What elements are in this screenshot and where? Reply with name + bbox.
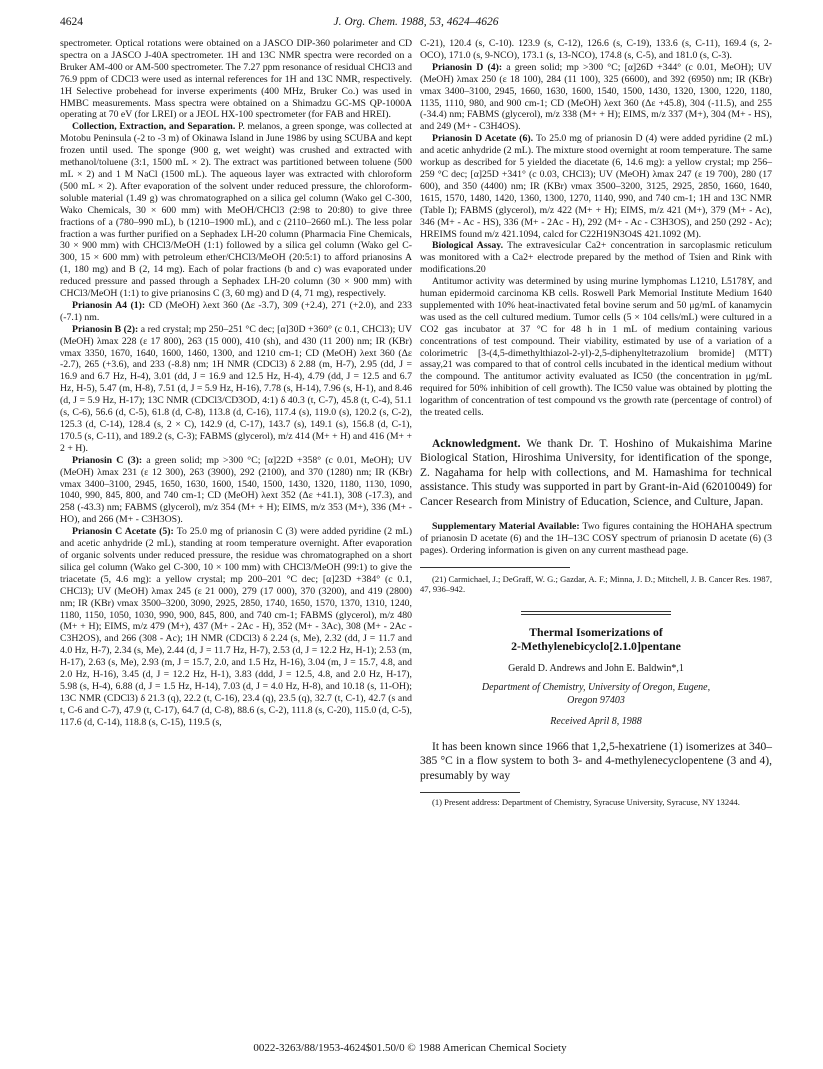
page-header [60,16,772,36]
references-divider [420,567,570,568]
supplementary-heading: Supplementary Material Available: [432,521,580,533]
left_column-paragraph-text: To 25.0 mg of prianosin C (3) were added pyridine (2 mL) and acetic anhydride (2 mL), standing at room temperature overnight. After evaporation of organic solvents under reduced pressure, the residue was chromatographed on a short silica gel column (Wako gel C-300, 10 × 100 mm) with CHCl3/MeOH (99:1) to give the triacetate (5, 4.6 mg): a yellow crystal; mp 200–201 °C dec; [α]23D +384° (c 0.1, CHCl3); UV (MeOH) λmax 245 (ε 21 000), 279 (17 000), 370 (3200), and 419 (2800) nm; IR (KBr) νmax 3500–3200, 3090, 2925, 2850, 1740, 1650, 1570, 1370, 1310, 1240, 1180, 1150, 1050, 1030, 990, 900, 845, 800, and 740 cm-1; FABMS (glycerol), m/z 480 (M+ + H); EIMS, m/z 479 (M+), 437 (M+ - 2Ac - H), 352 (M+ - 3Ac), 308 (M+ - 2Ac - C3H2OS), and 266 (308 - Ac); 1H NMR (CDCl3) δ 2.24 (s, Me), 2.32 (dd, J = 11.7 and 4.0 Hz, H-7), 2.34 (s, Me), 2.44 (d, J = 11.7 Hz, H-7), 2.53 (d, J = 12.2 Hz, H-1); 2.53 (m, H-17), 2.63 (s, Me), 2.93 (m, J = 15.7, 2.0, and 1.5 Hz, H-16), 3.04 (m, J = 15.7, 4.8, and 2.0 Hz, H-16), 3.45 (d, J = 12.2 Hz, H-1), 3.83 (ddd, J = 12.5, 4.8, and 2.0 Hz, H-17), 5.98 (s, H-4), 6.88 (d, J = 1.5 Hz, H-14), 7.03 (d, J = 4.0 Hz, H-8), and 10.18 (s, 11-OH); 13C NMR (CDCl3) δ 21.3 (q), 22.2 (t, C-16), 23.4 (q), 23.5 (q), 32.7 (t, C-1), 42.7 (s and t, C-6 and C-7), 47.9 (t, C-17), 64.7 (d, C-8), 88.6 (s, C-2), 111.8 (s, C-20), 115.0 (d, C-5), 117.6 (d, C-14), 118.8 (s, C-15), 119.5 (s, [60,526,412,728]
footnote-1: (1) Present address: Department of Chemistry, Syracuse University, Syracuse, NY 13244. [432,796,740,807]
right_column_top-paragraph-1 [420,38,772,62]
right_column_top-paragraph-heading: Biological Assay. [432,240,504,252]
left_column-paragraph-3 [60,300,412,324]
left_column-paragraph-2 [60,121,412,300]
journal-citation: J. Org. Chem. 1988, 53, 4624–4626 [333,16,499,28]
left_column-paragraph-text: CD (MeOH) λext 360 (Δε -3.7), 309 (+2.4), 271 (+2.0), and 233 (-7.1) nm. [60,299,412,323]
left_column-paragraph-1 [60,38,412,121]
left_column-paragraph-text: P. melanos, a green sponge, was collected at Motobu Peninsula (-2 to -3 m) of Okinawa Island in June 1986 by using SCUBA and kept frozen until used. The sponge (900 g, wet weight) was crushed and extracted with methanol/toluene (3:1, 1500 mL × 2). The extract was partitioned between toluene (500 mL × 2) and 1 M NaCl (1500 mL). The aqueous layer was extracted with chloroform (500 mL × 2). After evaporation of the solvent under reduced pressure, the chloroform-soluble material (1.49 g) was chromatographed on a silica gel column (Wako gel C-300, Wako Chemicals, 30 × 600 mm) with MeOH/CHCl3 (2:98 to 20:80) to give three fractions of a (780–990 mL), b (1210–1900 mL), and c (2110–2660 mL). The less polar fraction a was further purified on a Sephadex LH-20 column (Pharmacia Fine Chemicals, 30 × 900 mm) with CHCl3/MeOH (1:1) followed by a silica gel column (Wako gel C-300, 15 × 600 mm) with petroleum ether/CHCl3/MeOH (20:5:1) to afford prianosins A (1, 180 mg) and B (2, 14 mg). Each of polar fractions (b and c) was evaporated under reduced pressure and passed through a Sephadex LH-20 column (30 × 900 mm) with CHCl3/MeOH (1:1) to give prianosins C (3, 60 mg) and D (4, 71 mg), respectively. [60,121,412,300]
acknowledgment [420,437,772,509]
article-separator [521,611,671,615]
left_column-paragraph-text: a green solid; mp >300 °C; [α]22D +358° (c 0.01, MeOH); UV (MeOH) λmax 231 (ε 12 300), 263 (3900), 292 (2100), and 370 (1280) nm; IR (KBr) νmax 3400–3100, 2945, 1650, 1630, 1600, 1540, 1500, 1430, 1320, 1180, 1130, 1090, 1040, 990, 845, 800, and 740 cm-1; CD (MeOH) λext 352 (Δε +41.1), 308 (-17.3), and 258 (-43.3) nm; FABMS (glycerol), m/z 354 (M+ + H); EIMS, m/z 353 (M+), 336 (M+ - HO), and 266 (M+ - C3H3OS). [60,454,412,526]
right_column_top-paragraph-text: a green solid; mp >300 °C; [α]26D +344° (c 0.01, MeOH); UV (MeOH) λmax 250 (ε 18 100), 284 (11 100), 325 (6600), and 392 (6950) nm; IR (KBr) νmax 3400–3100, 2945, 1660, 1630, 1600, 1540, 1500, 1430, 1320, 1300, 1220, 1180, 1135, 1110, 980, and 900 cm-1; CD (MeOH) λext 360 (Δε +45.8), 304 (-11.5), and 255 (-34.4) nm; FABMS (glycerol), m/z 338 (M+ + H); EIMS, m/z 337 (M+), 304 (M+ - HS), and 249 (M+ - C3H4OS). [420,61,772,133]
left_column-paragraph-heading: Collection, Extraction, and Separation. [72,121,236,133]
left_column-paragraph-text: a red crystal; mp 250–251 °C dec; [α]30D +360° (c 0.1, CHCl3); UV (MeOH) λmax 228 (ε 17 800), 263 (15 000), 410 (sh), and 430 (11 200) nm; IR (KBr) νmax 3350, 1670, 1640, 1600, 1460, 1300, and 1210 cm-1; CD (MeOH) λext 360 (Δε -2.7), 265 (+3.6), and 233 (-8.8) nm; 1H NMR (CDCl3) δ 2.88 (m, H-7), 2.95 (dd, J = 16.9 and 6.7 Hz, H-4), 3.01 (dd, J = 16.9 and 12.5 Hz, H-4), 4.79 (dd, J = 12.5 and 6.7 Hz, H-5), 5.47 (m, H-8), 7.51 (d, J = 5.9 Hz, H-16), 7.78 (s, H-14), 7.96 (s, H-1), and 8.46 (d, J = 5.9 Hz, H-17); 13C NMR (CDCl3/CD3OD, 4:1) δ 40.3 (t, C-7), 45.8 (t, C-4), 51.1 (s, C-6), 56.6 (d, C-5), 61.8 (d, C-8), 113.8 (d, C-16), 117.4 (s), 119.0 (s), 120.2 (s, C-2), 125.3 (d, C-14), 128.4 (s, 2 × C), 142.9 (d, C-17), 143.7 (s), 149.1 (s), 156.8 (d, C-1), 170.5 (s, C-11), and 189.2 (s, C-3); FABMS (glycerol), m/z 414 (M+ + H) and 416 (M+ + 2 + H). [60,323,412,454]
footnote-divider [420,792,520,793]
article-title-line-2: 2-Methylenebicyclo[2.1.0]pentane [511,639,681,654]
received-date: Received April 8, 1988 [550,715,642,727]
right_column_top-paragraph-heading: Prianosin D Acetate (6). [432,133,534,145]
acknowledgment-text: We thank Dr. T. Hoshino of Mukaishima Marine Biological Station, Hiroshima University, for identification of the sponge, Z. Nagahama for help with collections, and M. Hamashima for technical assistance. This study was supported in part by Grant-in-Aid (62010049) for Cancer Research from Ministry of Education, Science, and Culture, Japan. [420,438,772,508]
left_column-paragraph-heading: Prianosin C (3): [72,454,143,466]
right_column_top-paragraph-text: To 25.0 mg of prianosin D (4) were added pyridine (2 mL) and acetic anhydride (2 mL). The mixture stood overnight at room temperature. The same workup as described for 5 yielded the diacetate (6, 14.6 mg): a yellow crystal; mp 256–259 °C dec; [α]25D +341° (c 0.03, CHCl3); UV (MeOH) λmax 247 (ε 19 700), 280 (17 600), and 350 (4400) nm; IR (KBr) νmax 3500–3200, 3125, 2925, 2850, 1660, 1640, 1615, 1570, 1480, 1420, 1360, 1300, 1270, 1140, 990, and 740 cm-1; 1H and 13C NMR (Table I); FABMS (glycerol), m/z 422 (M+ + H); EIMS, m/z 421 (M+), 379 (M+ - Ac), 346 (M+ - Ac - HS), 336 (M+ - 2Ac - H), 292 (M+ - Ac - C3H3OS), and 250 (292 - Ac); HREIMS found m/z 421.1094, calcd for C22H19N3O4S 421.1092 (M). [420,133,772,240]
right_column_top-paragraph-text: C-21), 120.4 (s, C-10). 123.9 (s, C-12), 126.6 (s, C-19), 133.6 (s, C-11), 169.4 (s, 2-OCO), 171.0 (s, 9-NCO), 173.1 (s, 13-NCO), 174.8 (s, C-5), and 181.0 (s, C-3). [420,38,772,61]
left_column-paragraph-4 [60,324,412,455]
supplementary-text: Two figures containing the HOHAHA spectrum of prianosin D acetate (6) and the 1H–13C COSY spectrum of prianosin D acetate (6) (3 pages). Ordering information is given on any current masthead page. [420,521,772,556]
right_column_top-paragraph-3 [420,133,772,240]
right_column_top-paragraph-text: The extravesicular Ca2+ concentration in sarcoplasmic reticulum was monitored with a Ca2+ electrode prepared by the method of Tsien and Rink with modifications.20 [420,240,772,276]
supplementary-material [420,521,772,557]
left_column-paragraph-heading: Prianosin A4 (1): [72,299,146,311]
acknowledgment-heading: Acknowledgment. [432,438,521,450]
right_column_top-paragraph-4 [420,240,772,276]
right_column_top-paragraph-2 [420,62,772,133]
right_column_top-paragraph-text: Antitumor activity was determined by using murine lymphomas L1210, L5178Y, and human epidermoid carcinoma KB cells. Roswell Park Memorial Institute Medium 1640 supplemented with 10% heat-inactivated fetal bovine serum and 50 μg/mL of kanamycin was used as the cell cultured medium. Tumor cells (5 × 104 cells/mL) were cultured in a CO2 gas incubator at 37 °C for 48 h in 1 mL of medium containing various concentrations of test compound. Their viability, estimated by use of a variation of a colorimetric [3-(4,5-dimethylthiazol-2-yl)-2,5-diphenyltetrazolium bromide] (MTT) assay,21 was compared to that of control cells incubated in the identical medium without the compound. The antitumor activity evaluated as IC50 (the concentration in μg/mL required for 50% inhibition of cell growth). The IC50 value was obtained by plotting the logarithm of concentration of test compound vs the growth rate (percentage of control) of the treated cells. [420,276,772,419]
left_column-paragraph-6 [60,526,412,728]
left_column-paragraph-text: spectrometer. Optical rotations were obtained on a JASCO DIP-360 polarimeter and CD spectra on a JASCO J-40A spectrometer. 1H and 13C NMR spectra were recorded on a Bruker AM-400 or AM-500 spectrometer. The 7.27 ppm resonance of residual CHCl3 and 76.9 ppm of CDCl3 were used as internal references for 1H and 13C NMR, respectively. 1H Selective probehead for inverse experiments (400 MHz, Bruker Co.) was used in HMBC measurements. Mass spectra were obtained on a Shimadzu GC-MS QP-1000A operating at 70 eV (for LREI) or a JEOL HX-100 spectrometer (for FAB and HREI). [60,38,412,121]
left_column-paragraph-heading: Prianosin C Acetate (5): [72,526,174,538]
page-footer: 0022-3263/88/1953-4624$01.50/0 © 1988 American Chemical Society [253,1042,567,1054]
left-column [60,38,412,729]
article-title-line-1: Thermal Isomerizations of [529,624,663,639]
article-authors: Gerald D. Andrews and John E. Baldwin*,1 [508,662,684,674]
affiliation-line-1: Department of Chemistry, University of Oregon, Eugene, [481,681,711,693]
page-number: 4624 [60,16,83,28]
affiliation-line-2: Oregon 97403 [567,694,625,706]
left_column-paragraph-heading: Prianosin B (2): [72,323,139,335]
left_column-paragraph-5 [60,455,412,526]
right_column_top-paragraph-5 [420,276,772,419]
article-intro: It has been known since 1966 that 1,2,5-hexatriene (1) isomerizes at 340–385 °C in a flow system to both 3- and 4-methylenecyclopentene (3 and 4), presumably by way [420,740,772,782]
reference-21: (21) Carmichael, J.; DeGraff, W. G.; Gazdar, A. F.; Minna, J. D.; Mitchell, J. B. Cancer Res. 1987, 47, 936–942. [420,573,772,595]
right_column_top-paragraph-heading: Prianosin D (4): [432,61,503,73]
right-column [420,38,772,807]
